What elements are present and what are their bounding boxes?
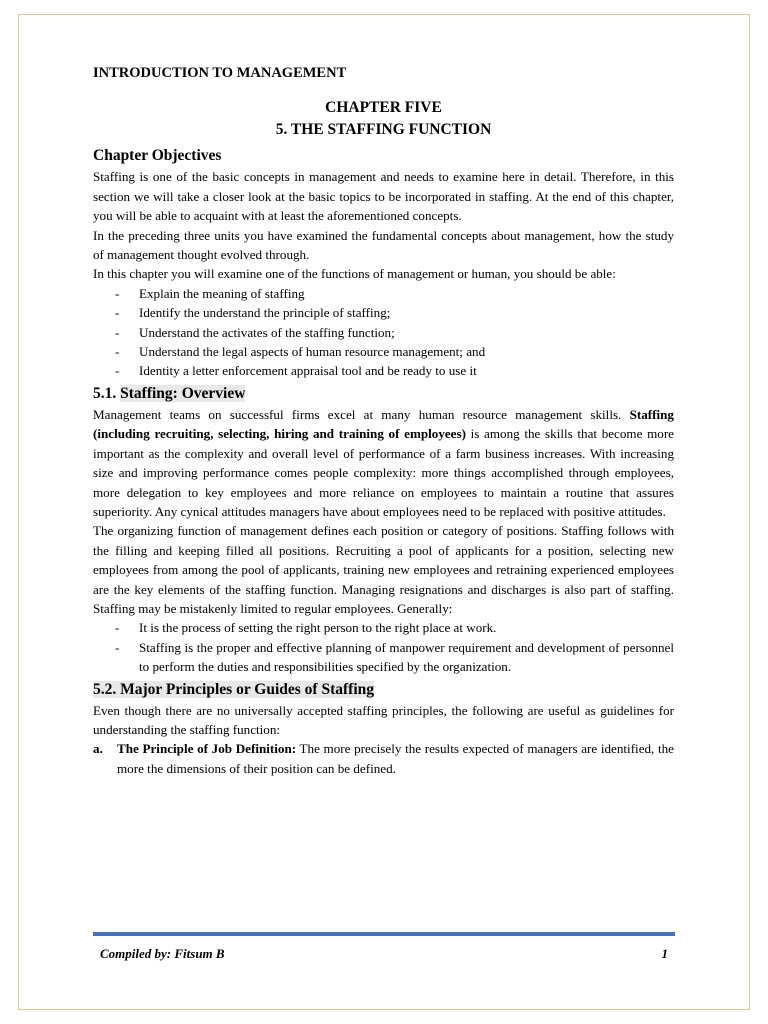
document-header-title: INTRODUCTION TO MANAGEMENT bbox=[93, 65, 347, 81]
section-5-1-list bbox=[93, 618, 674, 676]
footer-compiled-by: Compiled by: Fitsum B bbox=[100, 946, 225, 961]
list-marker: a. bbox=[93, 741, 103, 757]
section-5-1-heading bbox=[93, 383, 674, 405]
principle-term: The Principle of Job Definition: bbox=[117, 741, 297, 757]
section-5-2-title: 5.2. Major Principles or Guides of Staffing bbox=[93, 680, 374, 698]
principles-list bbox=[93, 739, 674, 778]
section-5-1-number: 5.1. bbox=[93, 384, 117, 402]
list-item: - Staffing is the proper and effective planning of manpower requirement and development of personnel to perform the duties and responsibilities specified by the organization. bbox=[93, 638, 674, 677]
objectives-list bbox=[93, 284, 674, 381]
list-item: - Understand the activates of the staffing function; bbox=[93, 323, 674, 342]
objectives-paragraph-1: Staffing is one of the basic concepts in management and needs to examine here in detail. Therefore, in this section we will take a closer look at the basic topics to be incorporated in staffing. At the end of this chapter, you will be able to acquaint with at least the aforementioned concepts. bbox=[93, 169, 674, 224]
footer bbox=[100, 946, 668, 962]
section-5-2-paragraph-1: Even though there are no universally accepted staffing principles, the following are useful as guidelines for understanding the staffing function: bbox=[93, 702, 674, 737]
objectives-heading: Chapter Objectives bbox=[93, 147, 222, 165]
chapter-title: 5. THE STAFFING FUNCTION bbox=[275, 121, 492, 139]
list-item bbox=[93, 739, 674, 778]
list-item: - It is the process of setting the right person to the right place at work. bbox=[93, 618, 674, 637]
document-body bbox=[93, 64, 674, 778]
list-item: - Identify the understand the principle of staffing; bbox=[93, 303, 674, 322]
list-item: - Understand the legal aspects of human resource management; and bbox=[93, 342, 674, 361]
section-5-1-paragraph-2: The organizing function of management defines each position or category of positions. Staffing follows with the filling and keeping filled all positions. Recruiting a pool of applicants for a position, selecting new employees from among the pool of applicants, training new employees and retraining experienced employees are the key elements of the staffing function. Managing resignations and discharges is also part of staffing. Staffing may be mistakenly limited to regular employees. Generally: bbox=[93, 523, 674, 616]
objectives-paragraph-3: In this chapter you will examine one of the functions of management or human, you should be able: bbox=[93, 266, 616, 282]
section-5-1-paragraph-1 bbox=[93, 405, 674, 521]
chapter-number: CHAPTER FIVE bbox=[325, 99, 442, 117]
section-5-2-heading bbox=[93, 679, 674, 701]
list-item: - Explain the meaning of staffing bbox=[93, 284, 674, 303]
para-text: Management teams on successful firms excel at many human resource management skills. bbox=[93, 406, 622, 422]
para-bold-text: Staffing (including recruiting, selecting, hiring and training of employees) bbox=[93, 406, 674, 442]
list-item: - Identity a letter enforcement appraisal tool and be ready to use it bbox=[93, 361, 674, 380]
objectives-paragraph-2: In the preceding three units you have examined the fundamental concepts about management, how the study of management thought evolved through. bbox=[93, 227, 674, 263]
section-5-1-title: Staffing: Overview bbox=[120, 384, 246, 402]
page-number: 1 bbox=[661, 946, 668, 961]
para-text: is among the skills that become more important as the complexity and overall level of performance of a farm business increases. With increasing size and improving performance comes people complexity: more things accomplished through employees, more delegation to key employees and more reliance on employees to maintain a routine that assures superiority. Any cynical attitudes managers have about employees need to be replaced with positive attitudes. bbox=[93, 426, 674, 519]
footer-rule bbox=[93, 932, 675, 936]
principle-text: The more precisely the results expected of managers are identified, the more the dimensions of their position can be defined. bbox=[117, 741, 674, 776]
